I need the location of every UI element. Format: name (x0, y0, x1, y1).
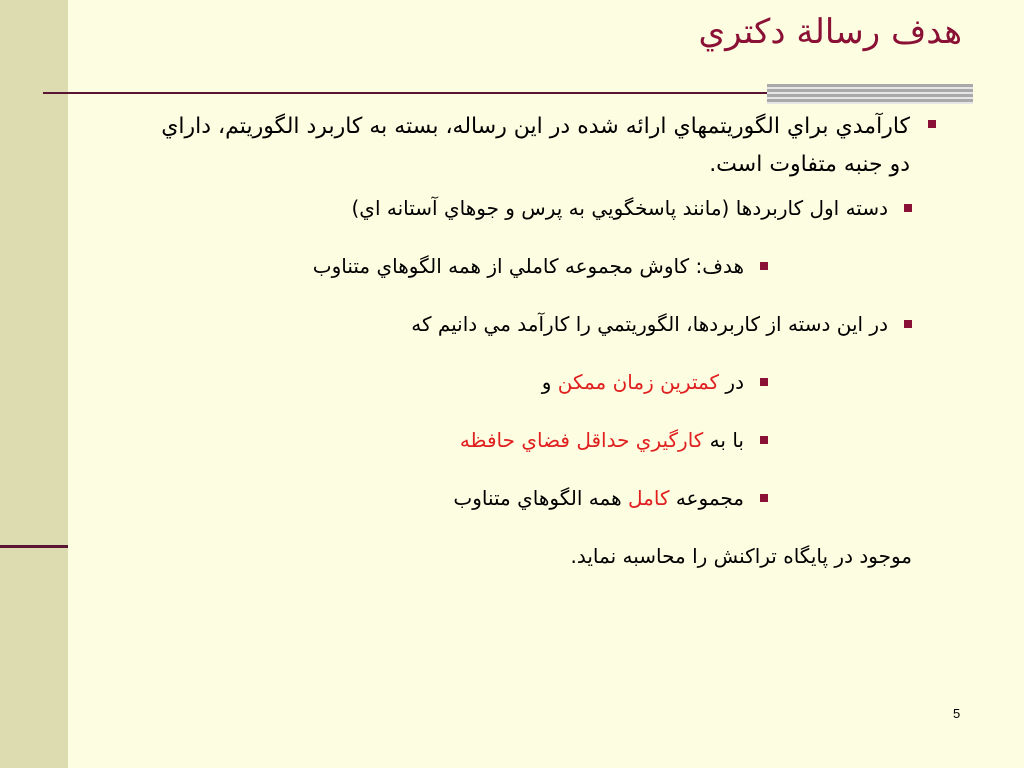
bullet-item-1 (150, 108, 936, 184)
square-bullet-icon (760, 436, 768, 444)
bullet-item-2-1 (150, 250, 936, 282)
bullet-item-3-1 (150, 366, 936, 398)
slide-title: هدف رسالة دكتري (698, 12, 962, 52)
slide-content (150, 108, 936, 572)
left-decorative-bar (0, 0, 68, 768)
bullet-item-3 (150, 308, 936, 340)
bullet-item-2-text: دسته اول كاربردها (مانند پاسخگويي به پرس و جوهاي آستانه اي) (351, 196, 888, 220)
bullet-item-2-1-text: هدف: كاوش مجموعه كاملي از همه الگوهاي متناوب (312, 254, 744, 278)
closing-line: موجود در پايگاه تراكنش را محاسبه نمايد. (570, 544, 912, 568)
bullet-item-3-text: در اين دسته از كاربردها، الگوريتمي را كارآمد مي دانيم كه (411, 312, 888, 336)
square-bullet-icon (904, 204, 912, 212)
square-bullet-icon (904, 320, 912, 328)
square-bullet-icon (760, 494, 768, 502)
bullet-item-3-2-prefix: با به (703, 428, 744, 452)
bullet-item-1-text: كارآمدي براي الگوريتمهاي ارائه شده در اين رساله، بسته به كاربرد الگوريتم، داراي دو جنبه متفاوت است. (161, 114, 910, 177)
bullet-item-3-1-text (542, 366, 744, 398)
page-number: 5 (953, 706, 961, 721)
left-bar-divider (0, 545, 68, 548)
bullet-item-3-1-highlight: كمترين زمان ممكن (557, 370, 720, 394)
square-bullet-icon (928, 120, 936, 128)
bullet-item-2 (150, 192, 936, 224)
bullet-item-3-2 (150, 424, 936, 456)
square-bullet-icon (760, 378, 768, 386)
bullet-item-3-3-highlight: كامل (627, 486, 670, 510)
bullet-item-3-1-suffix: و (541, 370, 558, 394)
bullet-item-3-3-suffix: همه الگوهاي متناوب (453, 486, 628, 510)
bullet-item-3-2-highlight: كارگيري حداقل فضاي حافظه (459, 428, 704, 452)
bullet-item-3-3 (150, 482, 936, 514)
decorative-striped-block (767, 84, 973, 104)
bullet-item-3-3-prefix: مجموعه (669, 486, 744, 510)
bullet-item-3-1-prefix: در (719, 370, 744, 394)
square-bullet-icon (760, 262, 768, 270)
bullet-item-3-2-text (460, 424, 744, 456)
bullet-item-3-3-text (453, 482, 744, 514)
